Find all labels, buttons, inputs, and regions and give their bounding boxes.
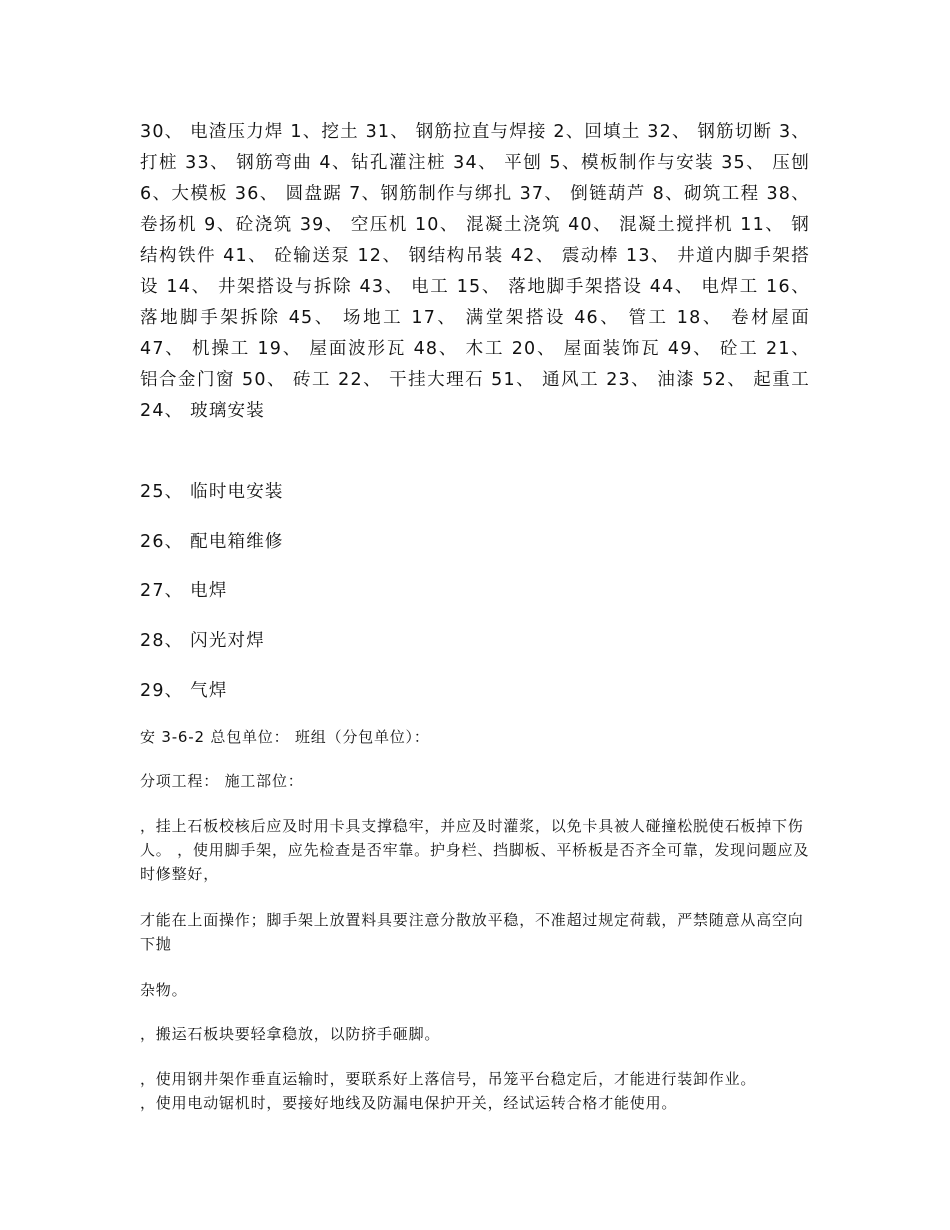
- safety-paragraph: 才能在上面操作；脚手架上放置料具要注意分散放平稳，不准超过规定荷载，严禁随意从高空向下抛: [140, 911, 804, 953]
- list-item: 28、 闪光对焊: [140, 631, 265, 651]
- subproject-line: 分项工程： 施工部位：: [140, 772, 304, 790]
- work-item-list-paragraph: 30、 电渣压力焊 1、挖土 31、 钢筋拉直与焊接 2、回填土 32、 钢筋切断 3、打桩 33、 钢筋弯曲 4、钻孔灌注桩 34、 平刨 5、模板制作与安装 35、 压刨 6、大模板 36、 圆盘踞 7、钢筋制作与绑扎 37、 倒链葫芦 8、砌筑工程 38、 卷扬机 9、砼浇筑 39、 空压机 10、 混凝土浇筑 40、 混凝土搅拌机 11、 钢结构铁件 41、 砼输送泵 12、 钢结构吊装 42、 震动棒 13、 井道内脚手架搭设 14、 井架搭设与拆除 43、 电工 15、 落地脚手架搭设 44、 电焊工 16、 落地脚手架拆除 45、 场地工 17、 满堂架搭设 46、 管工 18、 卷材屋面 47、 机操工 19、 屋面波形瓦 48、 木工 20、 屋面装饰瓦 49、 砼工 21、 铝合金门窗 50、 砖工 22、 干挂大理石 51、 通风工 23、 油漆 52、 起重工 24、 玻璃安装: [140, 122, 811, 421]
- safety-paragraph: 杂物。: [140, 981, 188, 999]
- list-item: 27、 电焊: [140, 581, 228, 601]
- list-item: 25、 临时电安装: [140, 482, 284, 502]
- safety-paragraph: ，搬运石板块要轻拿稳放，以防挤手砸脚。: [140, 1025, 441, 1043]
- safety-paragraph: ，挂上石板校核后应及时用卡具支撑稳牢，并应及时灌浆，以免卡具被人碰撞松脱使石板掉下伤人。 ，使用脚手架，应先检查是否牢靠。护身栏、挡脚板、平桥板是否齐全可靠，发现问题应及时修整好，: [140, 817, 810, 883]
- safety-paragraph: ，使用电动锯机时，要接好地线及防漏电保护开关，经试运转合格才能使用。: [140, 1094, 678, 1112]
- safety-paragraph: ，使用钢井架作垂直运输时，要联系好上落信号，吊笼平台稳定后，才能进行装卸作业。: [140, 1070, 757, 1088]
- form-header-line: 安 3-6-2 总包单位： 班组（分包单位）：: [140, 728, 430, 746]
- list-item: 29、 气焊: [140, 681, 228, 701]
- list-item: 26、 配电箱维修: [140, 532, 284, 552]
